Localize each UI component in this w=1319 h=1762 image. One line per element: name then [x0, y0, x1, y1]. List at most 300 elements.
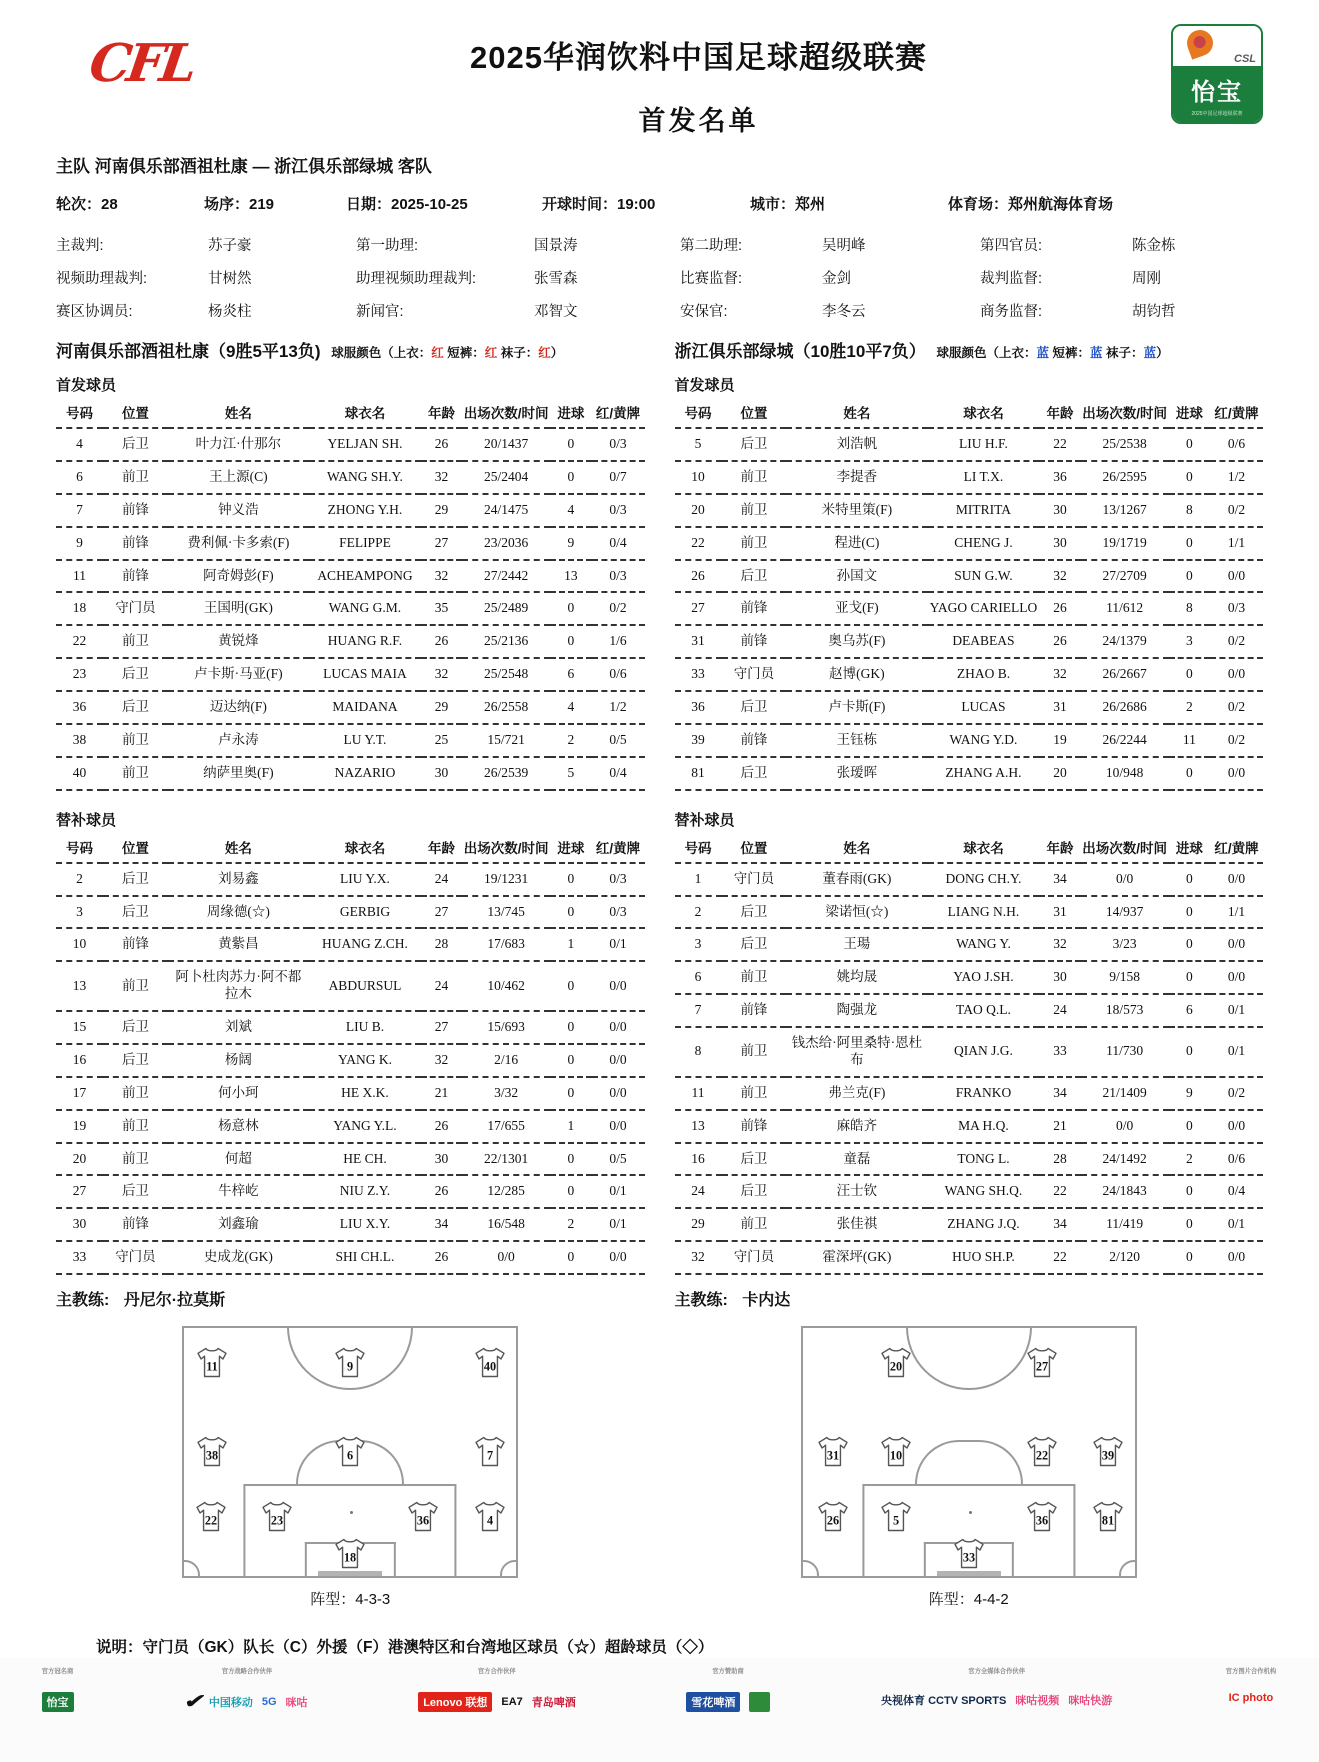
kit-text: 短裤：: [447, 346, 485, 360]
player-cell: GERBIG: [309, 896, 421, 929]
player-cell: 10: [675, 461, 722, 494]
column-header: 号码: [56, 832, 103, 863]
csl-flame-icon: [1183, 26, 1216, 59]
player-cell: 20: [56, 1143, 103, 1176]
player-cell: 后卫: [103, 896, 168, 929]
player-row: [56, 928, 645, 961]
player-cell: 王钰栋: [786, 724, 927, 757]
player-cell: 0: [1169, 1027, 1210, 1077]
player-cell: 35: [421, 592, 462, 625]
jersey-icon: [333, 1347, 368, 1379]
kit-text: 球服颜色（上衣：: [936, 346, 1037, 360]
player-row: [675, 1241, 1264, 1274]
column-header: 姓名: [786, 832, 927, 863]
player-cell: 梁诺恒(☆): [786, 896, 927, 929]
player-cell: 史成龙(GK): [168, 1241, 309, 1274]
csl-badge-bottom: [1173, 66, 1261, 122]
player-cell: 前卫: [722, 461, 787, 494]
player-cell: MAIDANA: [309, 691, 421, 724]
player-cell: 6: [56, 461, 103, 494]
player-cell: 0: [550, 1044, 591, 1077]
player-cell: HE CH.: [309, 1143, 421, 1176]
player-cell: 前卫: [722, 1077, 787, 1110]
player-cell: 2: [550, 1208, 591, 1241]
player-cell: 周缘德(☆): [168, 896, 309, 929]
jersey-icon: [195, 1436, 230, 1468]
player-cell: 亚戈(F): [786, 592, 927, 625]
player-cell: 28: [1039, 1143, 1080, 1176]
player-cell: 后卫: [722, 560, 787, 593]
player-cell: 0/0: [592, 1011, 645, 1044]
player-cell: 后卫: [722, 928, 787, 961]
player-row: [675, 928, 1264, 961]
csl-word: CSL: [1234, 53, 1256, 66]
player-row: [56, 1175, 645, 1208]
player-cell: 0/0: [1210, 863, 1263, 896]
player-cell: 9: [1169, 1077, 1210, 1110]
player-cell: 2: [1169, 1143, 1210, 1176]
player-cell: 8: [1169, 494, 1210, 527]
sponsor-logos: [418, 1692, 576, 1712]
sponsor-logo: ✔: [180, 1691, 206, 1712]
official-name: 李冬云: [822, 304, 866, 320]
official-name: 吴明峰: [822, 238, 866, 254]
svg-text:40: 40: [483, 1359, 496, 1374]
player-cell: YAO J.SH.: [928, 961, 1040, 994]
column-header: 球衣名: [928, 397, 1040, 428]
player-row: [675, 428, 1264, 461]
player-cell: 李提香: [786, 461, 927, 494]
kit-text: ）: [1156, 346, 1169, 360]
page-title: 2025华润饮料中国足球超级联赛: [470, 40, 927, 75]
kit-socks-color: 红: [538, 346, 551, 360]
player-row: [56, 494, 645, 527]
player-cell: 0/0: [1210, 757, 1263, 790]
jersey-icon: [1024, 1347, 1059, 1379]
column-header: 进球: [550, 397, 591, 428]
match-info-item: 场序：219: [204, 196, 275, 213]
player-cell: 32: [421, 658, 462, 691]
player-cell: 0: [1169, 863, 1210, 896]
player-cell: 前锋: [722, 592, 787, 625]
svg-text:36: 36: [1035, 1513, 1048, 1528]
player-cell: 12/285: [462, 1175, 550, 1208]
player-cell: 后卫: [722, 1143, 787, 1176]
player-cell: 0: [550, 461, 591, 494]
svg-text:10: 10: [889, 1448, 902, 1463]
player-cell: 13/745: [462, 896, 550, 929]
player-cell: 24/1475: [462, 494, 550, 527]
player-row: [56, 560, 645, 593]
player-cell: LIU X.Y.: [309, 1208, 421, 1241]
player-cell: 36: [56, 691, 103, 724]
player-cell: FELIPPE: [309, 527, 421, 560]
player-cell: 奥乌苏(F): [786, 625, 927, 658]
player-cell: 6: [550, 658, 591, 691]
column-header: 年龄: [421, 397, 462, 428]
table-header-row: [56, 832, 645, 863]
player-cell: 赵博(GK): [786, 658, 927, 691]
player-cell: 0: [550, 1241, 591, 1274]
player-cell: 后卫: [103, 658, 168, 691]
player-cell: 0: [550, 896, 591, 929]
player-cell: NAZARIO: [309, 757, 421, 790]
csl-yibao-badge: [1171, 24, 1263, 124]
player-cell: 0/0: [1081, 863, 1169, 896]
player-jersey-36: [406, 1500, 441, 1537]
player-cell: 0: [1169, 1175, 1210, 1208]
player-row: [675, 724, 1264, 757]
player-row: [675, 896, 1264, 929]
player-cell: ABDURSUL: [309, 961, 421, 1011]
jersey-icon: [1091, 1436, 1126, 1468]
player-cell: 0/2: [1210, 691, 1263, 724]
svg-text:20: 20: [889, 1359, 902, 1374]
sponsor-logo: 雪花啤酒: [686, 1692, 740, 1712]
player-cell: 0/0: [1210, 1241, 1263, 1274]
player-cell: 19/1719: [1081, 527, 1169, 560]
player-cell: 阿奇姆彭(F): [168, 560, 309, 593]
kit-shirt-color: 蓝: [1036, 346, 1050, 360]
column-header: 红/黄牌: [1210, 397, 1263, 428]
away-team-name: 浙江俱乐部绿城（10胜10平7负）: [674, 342, 926, 361]
sponsor-logo: [749, 1692, 770, 1712]
player-cell: 1/1: [1210, 896, 1263, 929]
column-header: 姓名: [168, 397, 309, 428]
player-cell: 25: [421, 724, 462, 757]
match-info-item: 开球时间：19:00: [542, 196, 656, 213]
official-role-label: 视频助理裁判:: [56, 271, 148, 287]
player-row: [56, 461, 645, 494]
player-cell: 王上源(C): [168, 461, 309, 494]
player-cell: 0/7: [592, 461, 645, 494]
player-cell: 2: [550, 724, 591, 757]
player-row: [56, 691, 645, 724]
player-cell: ZHAO B.: [928, 658, 1040, 691]
player-cell: 0/6: [1210, 428, 1263, 461]
away-formation-label: 阵型：4-4-2: [928, 1591, 1009, 1608]
sponsor-group-label: 官方战略合作伙伴: [221, 1668, 272, 1675]
player-cell: 0/4: [1210, 1175, 1263, 1208]
player-row: [675, 757, 1264, 790]
player-cell: 0/3: [1210, 592, 1263, 625]
player-cell: 0/0: [592, 961, 645, 1011]
coach-label: 主教练:: [674, 1292, 728, 1309]
player-row: [56, 1110, 645, 1143]
jersey-icon: [815, 1500, 850, 1532]
svg-text:81: 81: [1102, 1513, 1115, 1528]
player-cell: 31: [1039, 691, 1080, 724]
player-cell: 13/1267: [1081, 494, 1169, 527]
player-jersey-22: [193, 1500, 228, 1537]
player-cell: LIU H.F.: [928, 428, 1040, 461]
player-cell: 18: [56, 592, 103, 625]
player-cell: WANG G.M.: [309, 592, 421, 625]
player-row: [675, 494, 1264, 527]
player-cell: 何超: [168, 1143, 309, 1176]
column-header: 姓名: [168, 832, 309, 863]
player-row: [675, 863, 1264, 896]
official-name: 陈金栋: [1132, 238, 1176, 254]
sponsor-logo: 青岛啤酒: [531, 1697, 576, 1709]
player-cell: 前卫: [103, 1143, 168, 1176]
official-role-label: 新闻官:: [356, 304, 404, 320]
match-info-item: 日期：2025-10-25: [346, 196, 468, 213]
officials-row: [56, 228, 1263, 261]
kit-text: 球服颜色（上衣：: [331, 346, 432, 360]
player-jersey-27: [1024, 1347, 1059, 1384]
player-cell: ZHANG A.H.: [928, 757, 1040, 790]
player-cell: 32: [675, 1241, 722, 1274]
column-header: 位置: [722, 397, 787, 428]
player-cell: 38: [56, 724, 103, 757]
player-cell: 4: [550, 691, 591, 724]
player-cell: 6: [1169, 994, 1210, 1027]
player-cell: 后卫: [722, 1175, 787, 1208]
player-cell: 1/1: [1210, 527, 1263, 560]
player-cell: 29: [421, 494, 462, 527]
column-header: 位置: [722, 832, 787, 863]
pitch-corner-arc: [500, 1560, 518, 1578]
player-cell: 26/2686: [1081, 691, 1169, 724]
player-cell: 36: [675, 691, 722, 724]
player-cell: 0: [550, 428, 591, 461]
away-subs-label: 替补球员: [674, 811, 735, 829]
official-role-label: 第一助理:: [356, 238, 419, 254]
player-cell: 27: [421, 527, 462, 560]
player-cell: 守门员: [722, 1241, 787, 1274]
sponsor-logo: 咪咕: [285, 1697, 308, 1709]
player-cell: 26/2558: [462, 691, 550, 724]
player-cell: 0: [550, 625, 591, 658]
player-cell: 米特里策(F): [786, 494, 927, 527]
player-cell: 22: [1039, 1175, 1080, 1208]
player-cell: 24: [1039, 994, 1080, 1027]
home-coach-line: [56, 1287, 645, 1310]
svg-text:38: 38: [206, 1448, 219, 1463]
player-cell: 0/0: [1210, 961, 1263, 994]
player-cell: 0/0: [592, 1044, 645, 1077]
home-subs-label: 替补球员: [56, 811, 117, 829]
player-cell: 29: [421, 691, 462, 724]
player-cell: 守门员: [722, 863, 787, 896]
player-cell: 26/2244: [1081, 724, 1169, 757]
player-row: [56, 592, 645, 625]
player-cell: 34: [1039, 1077, 1080, 1110]
svg-text:23: 23: [271, 1513, 284, 1528]
player-cell: 1/2: [1210, 461, 1263, 494]
player-cell: FRANKO: [928, 1077, 1040, 1110]
official-role-label: 商务监督:: [980, 304, 1043, 320]
player-jersey-6: [333, 1436, 368, 1473]
yibao-brand: 怡宝: [1191, 78, 1243, 106]
jersey-icon: [1024, 1436, 1059, 1468]
away-starters-table: [675, 397, 1264, 791]
player-cell: 33: [56, 1241, 103, 1274]
kit-shorts-color: 红: [484, 346, 498, 360]
official-role-label: 裁判监督:: [980, 271, 1043, 287]
sponsor-group-label: 官方全媒体合作伙伴: [968, 1668, 1026, 1675]
player-cell: 后卫: [722, 757, 787, 790]
sponsor-group-label: 官方赞助商: [712, 1668, 745, 1675]
player-cell: DEABEAS: [928, 625, 1040, 658]
player-cell: YANG Y.L.: [309, 1110, 421, 1143]
player-cell: 0/3: [592, 560, 645, 593]
player-row: [675, 527, 1264, 560]
player-jersey-10: [878, 1436, 913, 1473]
player-cell: 迈达纳(F): [168, 691, 309, 724]
sponsor-logo: 央视体育 CCTV SPORTS: [881, 1695, 1007, 1707]
jersey-icon: [878, 1347, 913, 1379]
column-header: 进球: [1169, 832, 1210, 863]
player-cell: 23: [56, 658, 103, 691]
player-cell: QIAN J.G.: [928, 1027, 1040, 1077]
jersey-icon: [1024, 1500, 1059, 1532]
teams-line: 主队 河南俱乐部酒祖杜康 — 浙江俱乐部绿城 客队: [56, 157, 432, 176]
player-cell: 0: [1169, 560, 1210, 593]
player-cell: 16/548: [462, 1208, 550, 1241]
player-cell: 守门员: [103, 592, 168, 625]
home-starters-label: 首发球员: [56, 377, 117, 394]
player-cell: 0/1: [1210, 1208, 1263, 1241]
player-jersey-9: [333, 1347, 368, 1384]
player-cell: 张佳祺: [786, 1208, 927, 1241]
player-cell: 26: [1039, 625, 1080, 658]
player-cell: 32: [1039, 658, 1080, 691]
player-cell: 14/937: [1081, 896, 1169, 929]
player-cell: MA H.Q.: [928, 1110, 1040, 1143]
home-starters-table: [56, 397, 645, 791]
officials-row: [56, 294, 1263, 327]
player-cell: 27/2709: [1081, 560, 1169, 593]
player-row: [675, 961, 1264, 994]
player-cell: 21: [421, 1077, 462, 1110]
player-cell: 22: [1039, 1241, 1080, 1274]
player-cell: 30: [421, 757, 462, 790]
player-cell: 33: [675, 658, 722, 691]
player-row: [675, 1110, 1264, 1143]
player-cell: 15/721: [462, 724, 550, 757]
player-cell: HUANG R.F.: [309, 625, 421, 658]
player-cell: 10/462: [462, 961, 550, 1011]
player-cell: SHI CH.L.: [309, 1241, 421, 1274]
player-cell: 13: [56, 961, 103, 1011]
player-cell: 10/948: [1081, 757, 1169, 790]
pitch-penalty-arc: [915, 1440, 1023, 1484]
player-row: [675, 1143, 1264, 1176]
sponsor-group-label: 官方合作伙伴: [478, 1668, 516, 1675]
column-header: 号码: [675, 832, 722, 863]
away-formation-pitch: [801, 1326, 1137, 1578]
jersey-icon: [1091, 1500, 1126, 1532]
player-cell: 26/2667: [1081, 658, 1169, 691]
match-info-item: 体育场：郑州航海体育场: [948, 196, 1114, 213]
player-cell: 9: [550, 527, 591, 560]
player-row: [56, 1241, 645, 1274]
player-jersey-38: [195, 1436, 230, 1473]
player-cell: 32: [1039, 560, 1080, 593]
player-cell: 27: [421, 1011, 462, 1044]
official-name: 国景涛: [534, 238, 578, 254]
player-cell: 黄紫昌: [168, 928, 309, 961]
player-cell: 3/32: [462, 1077, 550, 1110]
player-cell: YAGO CARIELLO: [928, 592, 1040, 625]
player-cell: 0: [550, 1143, 591, 1176]
player-cell: 30: [421, 1143, 462, 1176]
player-cell: 4: [56, 428, 103, 461]
column-header: 球衣名: [928, 832, 1040, 863]
player-cell: 26: [675, 560, 722, 593]
player-cell: 前锋: [722, 724, 787, 757]
player-cell: 后卫: [103, 428, 168, 461]
player-cell: SUN G.W.: [928, 560, 1040, 593]
player-cell: 11: [56, 560, 103, 593]
player-cell: 0/0: [1210, 658, 1263, 691]
player-cell: 0/6: [592, 658, 645, 691]
player-cell: 8: [675, 1027, 722, 1077]
sponsor-logo: IC photo: [1228, 1692, 1274, 1704]
player-cell: 阿卜杜肉苏力·阿不都拉木: [168, 961, 309, 1011]
player-jersey-81: [1091, 1500, 1126, 1537]
player-row: [56, 1011, 645, 1044]
player-cell: 25/2548: [462, 658, 550, 691]
player-cell: 0/0: [1210, 1110, 1263, 1143]
player-cell: 叶力江·什那尔: [168, 428, 309, 461]
column-header: 红/黄牌: [1210, 832, 1263, 863]
player-cell: 汪士钦: [786, 1175, 927, 1208]
player-cell: 0/3: [592, 428, 645, 461]
player-cell: YELJAN SH.: [309, 428, 421, 461]
player-cell: 前锋: [722, 1110, 787, 1143]
player-cell: 0: [1169, 1208, 1210, 1241]
svg-text:11: 11: [206, 1359, 219, 1374]
player-cell: 0/3: [592, 863, 645, 896]
player-cell: WANG SH.Q.: [928, 1175, 1040, 1208]
player-cell: 26: [1039, 592, 1080, 625]
player-cell: 5: [550, 757, 591, 790]
player-cell: 麻皓齐: [786, 1110, 927, 1143]
player-cell: 16: [56, 1044, 103, 1077]
player-cell: 1/2: [592, 691, 645, 724]
officials-row: [56, 261, 1263, 294]
player-cell: 后卫: [103, 1175, 168, 1208]
match-info-item: 城市：郑州: [750, 196, 826, 213]
player-cell: 31: [1039, 896, 1080, 929]
column-header: 红/黄牌: [592, 832, 645, 863]
player-cell: 30: [1039, 961, 1080, 994]
column-header: 球衣名: [309, 397, 421, 428]
player-cell: 卢永涛: [168, 724, 309, 757]
player-jersey-7: [472, 1436, 507, 1473]
svg-text:6: 6: [347, 1448, 354, 1463]
official-name: 邓智文: [534, 304, 578, 320]
player-cell: 7: [675, 994, 722, 1027]
player-row: [56, 724, 645, 757]
jersey-icon: [472, 1500, 507, 1532]
official-name: 甘树然: [208, 271, 252, 287]
player-row: [56, 863, 645, 896]
player-cell: 17/655: [462, 1110, 550, 1143]
match-info-row: [56, 193, 1263, 214]
player-cell: 0: [550, 592, 591, 625]
player-cell: 34: [421, 1208, 462, 1241]
player-cell: 0: [550, 863, 591, 896]
player-cell: 钱杰给·阿里桑特·恩杜布: [786, 1027, 927, 1077]
player-cell: LI T.X.: [928, 461, 1040, 494]
player-row: [56, 428, 645, 461]
player-cell: 杨阔: [168, 1044, 309, 1077]
player-cell: 26: [421, 1175, 462, 1208]
